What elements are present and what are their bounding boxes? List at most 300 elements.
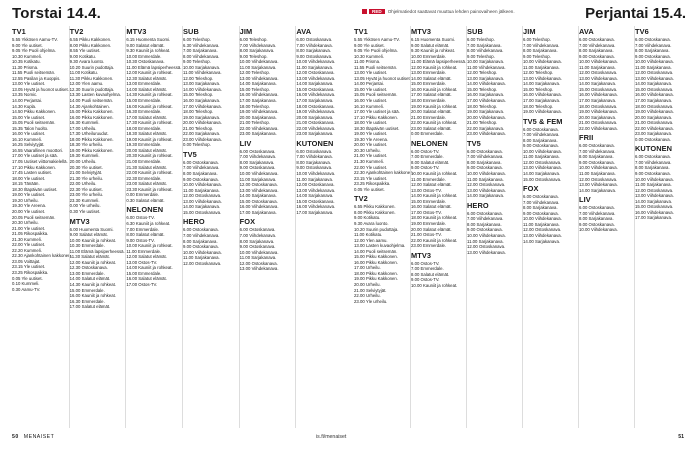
program-line: 17.00 Salatut elämät.: [126, 114, 167, 120]
program-line: 23.15 Yle uutiset.: [12, 264, 46, 270]
program-line: 7.00 Viihdekanava.: [467, 216, 504, 222]
program-line: 8.00 Sarjakanava.: [239, 159, 275, 165]
program-line: 23.30 Kauniit ja rohkeat.: [126, 186, 173, 192]
program-line: 20.00 Sarjakanava.: [296, 114, 334, 120]
program-line: 13.00 Viihdekanava.: [579, 182, 618, 188]
listing-column: [125, 26, 182, 428]
program-line: 10.30 Kummeli.: [12, 53, 42, 59]
program-line: 22.00 Viihdekanava.: [635, 125, 674, 131]
program-line: 12.00 Ostoskanava.: [579, 70, 618, 76]
program-line: 6.00 Ostoskanava.: [296, 37, 333, 42]
program-line: 10.00 Sarjakanava.: [183, 64, 221, 70]
program-line: 8.00 Sarjakanava.: [296, 48, 331, 54]
program-line: 9.00 Ostos-TV.: [411, 165, 440, 171]
program-line: 21.00 Teleshop.: [239, 120, 270, 126]
program-line: 20.30 Urheilu.: [354, 147, 381, 153]
program-line: 13.05 Hyvät ja huonot uutiset.: [354, 75, 411, 81]
program-line: 6.15 Huomenta Suomi.: [126, 37, 171, 42]
program-line: 11.00 Kotikatu.: [69, 70, 99, 76]
program-line: 18.00 Emmerdale.: [126, 125, 162, 131]
program-line: 9.00 Ostoskanava.: [467, 165, 503, 171]
program-line: 15.00 Ostoskanava.: [635, 204, 674, 210]
program-line: 7.00 Viihdekanava.: [467, 154, 504, 160]
program-line: 23.00 Salatut elämät.: [411, 125, 452, 131]
program-line: 8.00 Sarjakanava.: [239, 238, 275, 244]
program-line: 20.00 Urheilu.: [69, 159, 97, 165]
program-line: 11.00 Sarjakanava.: [296, 64, 334, 70]
channel-block: [183, 217, 235, 266]
program-line: 7.00 Viihdekanava.: [579, 42, 616, 48]
program-line: 13.00 Ostos-TV.: [411, 187, 442, 193]
program-line: 21.00 Emmerdale.: [126, 159, 162, 165]
program-line: 7.00 Viihdekanava.: [296, 42, 333, 48]
program-line: 8.00 Sarjakanava.: [183, 238, 218, 244]
channel-name: NELONEN: [411, 138, 448, 148]
program-line: 11.00 Sarjakanava.: [523, 221, 560, 227]
channel-block: [523, 27, 574, 115]
program-line: 10.00 Viihdekanava.: [579, 59, 618, 65]
program-line: 11.00 Sarjakanava.: [239, 64, 277, 70]
program-line: 21.30 Kummeli.: [354, 159, 384, 165]
program-line: 22.00 Viihdekanava.: [579, 125, 618, 131]
program-line: 6.00 Ostos-TV.: [126, 215, 155, 221]
program-line: 20.00 Viihdekanava.: [183, 120, 222, 126]
program-line: 7.00 Viihdekanava.: [579, 210, 616, 216]
channel-block: [69, 216, 125, 310]
channel-name: SUB: [467, 27, 483, 36]
channel-name: AVA: [296, 27, 312, 36]
program-line: 19.00 Sarjakanava.: [467, 109, 505, 115]
program-line: 19.00 Yle uutiset.: [354, 131, 388, 137]
left-page-title: Torstai 14.4.: [12, 5, 102, 22]
program-line: 13.00 Viihdekanava.: [467, 249, 506, 255]
program-line: 6.00 Ostoskanava.: [579, 205, 615, 211]
program-line: 13.05 Hyvät ja huonot uutiset.: [12, 86, 69, 92]
program-line: 12.00 Kauniit ja rohkeat.: [69, 259, 116, 265]
program-line: 15.00 Ostoskanava.: [296, 198, 335, 204]
program-line: 10.00 Viihdekanava.: [183, 249, 222, 255]
program-line: 22.00 Viihdekanava.: [239, 125, 279, 131]
program-line: 6.00 Ostoskanava.: [467, 148, 503, 154]
program-line: 6.30 Kauniit ja rohkeat.: [126, 220, 171, 226]
program-line: 9.00 Ostoskanava.: [467, 227, 503, 233]
channel-block: [296, 139, 348, 216]
program-line: 9.00 Salatut elämät.: [69, 232, 108, 238]
program-line: 8.00 Sarjakanava.: [296, 159, 331, 165]
program-line: 11.00 Viihdekanava.: [183, 70, 222, 76]
channel-block: [579, 195, 630, 233]
program-line: 19.30 Emmerdale.: [126, 142, 162, 148]
program-line: 0.05 Yle uutiset.: [12, 275, 43, 281]
listing-column: [239, 26, 292, 428]
program-line: 6.00 Ostoskanava.: [523, 126, 559, 132]
program-line: 12.55 Pasilan ja Kuoppis.: [12, 75, 61, 81]
channel-name: MTV3: [69, 216, 90, 226]
channel-block: [523, 184, 574, 244]
program-line: 17.00 Sarjakanava.: [296, 98, 334, 104]
channel-block: [70, 27, 122, 215]
program-line: 9.00 Ostoskanava.: [635, 53, 671, 59]
program-line: 16.00 Yle uutiset.: [12, 131, 46, 137]
channel-block: [579, 27, 630, 131]
program-line: 12.00 Ostoskanava.: [635, 187, 674, 193]
program-line: 14.00 Sarjakanava.: [635, 81, 673, 87]
program-line: 21.30 Kummeli.: [12, 236, 42, 242]
channel-name: JIM: [523, 27, 536, 36]
program-line: 19.00 Viihdekanava.: [523, 109, 562, 115]
program-line: 12.00 Ostoskanava.: [296, 70, 335, 76]
program-line: 14.00 Sarjakanava.: [296, 81, 334, 87]
program-line: 19.00 Viihdekanava.: [296, 109, 336, 115]
program-line: 7.00 Viihdekanava.: [183, 232, 220, 238]
program-line: 21.00 Teleshop.: [467, 120, 498, 126]
program-line: 8.00 Sarjakanava.: [239, 48, 275, 54]
program-line: 17.00 Sarjakanava.: [239, 98, 277, 104]
program-line: 12.00 Ylen aamu.: [69, 81, 104, 87]
program-line: 11.00 Elämä lapsiperheessä.: [126, 64, 182, 70]
program-line: 9.00 Ostoskanava.: [239, 165, 276, 171]
program-line: 17.30 Urheiluruudut.: [69, 131, 109, 137]
program-line: 8.00 Sarjakanava.: [467, 221, 502, 227]
program-line: 14.00 Viihdekanava.: [467, 81, 506, 87]
program-line: 12.00 Ostoskanava.: [467, 182, 506, 188]
program-line: 0.05 Yle uutiset.: [354, 186, 385, 192]
program-line: 10.00 Viihdekanava.: [523, 59, 562, 65]
channel-block: [240, 139, 292, 216]
program-line: 8.00 Sarjakanava.: [467, 159, 502, 165]
program-line: 17.00 Sarjakanava.: [296, 209, 334, 215]
program-line: 13.00 Viihdekanava.: [239, 75, 279, 81]
program-line: 7.00 Viihdekanava.: [183, 165, 220, 171]
program-line: 18.00 Pikku Kakkonen.: [354, 270, 398, 276]
program-line: 9.30 Kauniit ja rohkeat.: [126, 48, 171, 54]
program-line: 7.00 Viihdekanava.: [635, 42, 672, 48]
channel-block: [411, 27, 467, 137]
program-line: 16.25 Selviytyjät.: [12, 142, 45, 148]
channel-block: [411, 139, 462, 249]
channel-name: AVA: [579, 27, 594, 36]
program-line: 8.00 Salatut elämät.: [411, 271, 450, 277]
program-line: 11.00 Sarjakanava.: [579, 171, 616, 177]
program-line: 15.00 Emmerdale.: [69, 287, 105, 293]
program-line: 14.00 Puoli seitsemän.: [354, 248, 398, 254]
program-line: 16.00 Salatut elämät.: [411, 204, 452, 210]
channel-name: TV2: [69, 27, 84, 36]
program-line: 8.00 Sarjakanava.: [523, 137, 558, 143]
program-line: 23.00 Emmerdale.: [411, 243, 447, 249]
program-line: 11.30 Prisma.: [12, 64, 39, 70]
program-line: 6.00 Ostoskanava.: [635, 154, 671, 160]
program-line: 6.00 Ostoskanava.: [239, 227, 276, 233]
listing-column: [69, 26, 125, 428]
program-line: 13.00 Viihdekanava.: [239, 187, 279, 193]
program-line: 12.00 Ylen aamu.: [354, 237, 388, 243]
program-line: 11.00 Prisma.: [354, 59, 381, 65]
channel-name: LIV: [239, 138, 252, 148]
program-line: 16.10 Kummeli.: [354, 103, 384, 109]
program-line: 10.20 Suurin pudottaja.: [354, 226, 399, 232]
program-line: 7.00 Viihdekanava.: [296, 154, 333, 160]
program-line: 17.00 Sarjakanava.: [635, 215, 673, 221]
program-line: 9.00 Yle uutiset.: [354, 42, 385, 48]
program-line: 9.05 Yle Puoli ohjelma.: [12, 48, 56, 54]
channel-block: [12, 27, 72, 292]
program-line: 8.00 Sarjakanava.: [579, 216, 614, 222]
program-line: 8.00 Salatut elämät.: [411, 159, 450, 165]
program-line: 18.00 Yle uutiset.: [12, 175, 46, 181]
program-line: 8.00 Salatut elämät.: [126, 232, 165, 238]
program-line: 7.00 Viihdekanava.: [239, 154, 277, 160]
program-line: 12.00 Salatut elämät.: [411, 182, 452, 188]
page-footer: [0, 432, 696, 448]
program-line: 14.00 Salatut elämät.: [411, 75, 452, 81]
program-line: 22.00 Yle uutiset.: [12, 242, 46, 248]
program-line: 20.00 Sarjakanava.: [579, 114, 617, 120]
program-line: 9.00 Yle uutiset.: [12, 42, 43, 48]
program-line: 18.30 Salatut elämät.: [126, 131, 167, 137]
program-line: 17.00 Sarjakanava.: [579, 98, 617, 104]
channel-block: [467, 201, 518, 255]
program-line: 20.00 Salatut elämät.: [411, 226, 452, 232]
program-line: 11.00 Sarjakanava.: [523, 154, 560, 160]
program-line: 12.00 Ostoskanava.: [183, 193, 222, 199]
program-line: 16.00 Viihdekanava.: [579, 92, 618, 98]
program-line: 7.00 Viihdekanava.: [239, 232, 277, 238]
program-line: 5.55 Ykkösen Aamu-TV.: [354, 37, 400, 42]
program-line: 22.30 Yle uutiset.: [69, 186, 103, 192]
program-line: 16.00 Pikku Kakkonen.: [354, 259, 398, 265]
program-line: 8.00 Sarjakanava.: [635, 48, 670, 54]
red-square-icon: [362, 9, 367, 14]
program-line: 8.00 Pikku Kakkonen.: [354, 209, 396, 215]
program-line: 11.00 Emmerdale.: [411, 176, 446, 182]
program-line: 17.00 Sarjakanava.: [635, 98, 673, 104]
notice-bar: [362, 9, 515, 14]
program-line: 6.55 Pikku Kakkonen.: [354, 204, 396, 210]
channel-name: NELONEN: [126, 205, 164, 215]
program-line: 21.05 Rikospaikka.: [12, 231, 49, 237]
program-line: 22.30 Ajankohtainen kakkonen.: [12, 253, 72, 259]
program-line: 12.00 Ostoskanava.: [296, 182, 335, 188]
channel-block: [240, 217, 292, 271]
program-line: 14.00 Sarjakanava.: [467, 193, 505, 199]
channel-name: FOX: [523, 184, 539, 194]
program-line: 16.00 Sarjakanava.: [467, 92, 505, 98]
program-line: 17.00 Yle uutiset ja sää.: [12, 153, 58, 159]
program-line: 12.00 Ostoskanava.: [239, 260, 278, 266]
program-line: 20.30 Yle uutiset.: [69, 164, 103, 170]
program-line: 17.00 Ostos-TV.: [126, 281, 158, 287]
program-line: 15.00 Teleshop.: [183, 92, 214, 98]
listing-columns: [0, 26, 696, 428]
program-line: 6.00 Ostoskanava.: [579, 143, 615, 149]
program-line: 12.00 Ostoskanava.: [239, 182, 278, 188]
channel-name: MTV3: [411, 250, 432, 260]
program-line: 13.00 Viihdekanava.: [296, 75, 336, 81]
program-line: 0.10 Kummeli.: [12, 281, 40, 287]
program-line: 11.00 Elämä lapsiperheessä.: [411, 59, 467, 65]
program-line: 23.00 Sarjakanava.: [296, 131, 334, 137]
program-line: 13.00 Viihdekanava.: [579, 75, 618, 81]
program-line: 23.00 Yle urheilu.: [69, 192, 104, 198]
program-line: 8.00 Sarjakanava.: [635, 165, 670, 171]
program-line: 18.30 Iltapäivän uutiset.: [354, 125, 400, 131]
program-line: 10.00 Viihdekanava.: [239, 59, 279, 65]
site-url: is.fi/menaiset: [316, 434, 347, 440]
program-line: 13.00 Viihdekanava.: [239, 266, 279, 272]
channel-name: MTV3: [126, 27, 147, 36]
program-line: 21.00 Ostoskanava.: [635, 120, 674, 126]
program-line: 17.10 Pikku Kakkonen.: [12, 164, 56, 170]
program-line: 11.00 Sarjakanava.: [635, 182, 672, 188]
program-line: 23.25 Rikospaikka.: [12, 269, 49, 275]
channel-block: [354, 194, 406, 304]
footer-left: [12, 434, 54, 440]
program-line: 16.30 Emmerdale.: [126, 109, 162, 115]
program-line: 13.00 Viihdekanava.: [183, 198, 222, 204]
program-line: 21.00 Teleshop.: [183, 125, 214, 131]
program-line: 22.00 Viihdekanava.: [296, 125, 336, 131]
program-line: 20.00 Viihdekanava.: [467, 114, 506, 120]
program-line: 13.00 Viihdekanava.: [635, 75, 674, 81]
program-line: 22.00 Kauniit ja rohkeat.: [126, 170, 173, 176]
program-line: 13.35 Nomic.: [12, 92, 38, 98]
program-line: 21.30 Salatut elämät.: [126, 164, 167, 170]
program-line: 7.00 Sarjakanava.: [467, 42, 502, 48]
program-line: 11.00 Kotikatu.: [354, 232, 383, 238]
program-line: 21.00 Ostoskanava.: [296, 120, 335, 126]
program-line: 20.00 Yle uutiset.: [12, 208, 46, 214]
program-line: 10.00 Viihdekanava.: [183, 182, 222, 188]
program-line: 17.05 Uutiset viittomakielellä.: [12, 159, 68, 165]
program-line: 17.00 Sarjakanava.: [239, 209, 277, 215]
program-line: 15.00 Emmerdale.: [411, 198, 447, 204]
program-line: 0.00 Yle urheilu.: [69, 203, 101, 209]
program-line: 16.00 Kauniit ja rohkeat.: [411, 86, 458, 92]
program-line: 16.30 Emmerdale.: [69, 298, 105, 304]
program-line: 6.00 Teleshop.: [239, 37, 268, 42]
program-line: 23.00 Viihdekanava.: [183, 136, 222, 142]
program-line: 10.30 Emmerdale.: [69, 243, 105, 249]
program-line: 9.00 Teleshop.: [523, 53, 551, 59]
program-line: 15.00 Ostoskanava.: [523, 176, 562, 182]
program-line: 20.00 Sarjakanava.: [239, 114, 277, 120]
program-line: 16.00 Yle uutiset.: [354, 98, 388, 104]
program-line: 16.00 Viihdekanava.: [296, 204, 336, 210]
program-line: 5.55 Ykkösen Aamu-TV.: [12, 37, 58, 42]
program-line: 11.00 Sarjakanava.: [579, 64, 616, 70]
program-line: 10.00 Viihdekanava.: [239, 171, 279, 177]
program-line: 11.00 Sarjakanava.: [239, 255, 277, 261]
program-line: 6.00 Teleshop.: [523, 37, 551, 42]
listing-column: [12, 26, 72, 428]
program-line: 22.00 Kauniit ja rohkeat.: [411, 237, 458, 243]
program-line: 10.00 Viihdekanava.: [523, 216, 562, 222]
program-line: 13.00 Viihdekanava.: [523, 165, 562, 171]
program-line: 15.00 Teleshop.: [467, 86, 498, 92]
program-line: 6.00 Ostoskanava.: [239, 148, 276, 154]
page-number-right: 51: [678, 434, 684, 440]
program-line: 7.00 Viihdekanava.: [635, 159, 672, 165]
program-line: 13.00 Sarjakanava.: [467, 75, 505, 81]
program-line: 23.30 Kummeli.: [69, 197, 100, 203]
program-line: 19.30 Yle Areena.: [354, 136, 389, 142]
program-line: 19.00 Pikku Kakkonen.: [354, 276, 398, 282]
program-line: 23.00 Yle urheilu.: [354, 298, 388, 304]
channel-name: LIV: [579, 195, 591, 205]
program-line: 19.00 Kauniit ja rohkeat.: [411, 103, 458, 109]
program-line: 13.00 Viihdekanava.: [523, 232, 562, 238]
program-line: 10.30 Ostoskanava.: [126, 59, 165, 65]
program-line: 13.00 Yle uutiset.: [12, 81, 46, 87]
program-line: 15.05 Puoli seitsemän.: [12, 120, 56, 126]
program-line: 6.00 Ostoskanava.: [523, 194, 559, 200]
channel-block: [411, 251, 462, 289]
program-line: 15.00 Ostoskanava.: [635, 86, 674, 92]
program-line: 16.00 Viihdekanava.: [635, 92, 674, 98]
program-line: 11.30 Pikku Kakkonen.: [69, 75, 114, 81]
program-line: 16.00 Viihdekanava.: [239, 92, 279, 98]
listing-column: [466, 26, 518, 428]
program-line: 15.00 Ostoskanava.: [296, 86, 335, 92]
program-line: 18.00 Ostoskanava.: [296, 103, 335, 109]
program-line: 14.00 Kauniit ja rohkeat.: [126, 265, 173, 271]
program-line: 6.15 Huomenta Suomi.: [411, 37, 455, 42]
program-line: 15.00 Teleshop.: [239, 86, 270, 92]
program-line: 15.00 Emmerdale.: [126, 98, 162, 104]
channel-name: TV5: [467, 138, 481, 148]
program-line: 20.00 Salatut elämät.: [126, 147, 167, 153]
program-line: 12.00 Ostoskanava.: [183, 260, 222, 266]
program-line: 22.00 Kauniit ja rohkeat.: [411, 120, 458, 126]
program-line: 23.00 Sarjakanava.: [635, 131, 673, 137]
program-line: 21.00 Yle uutiset.: [354, 153, 388, 159]
program-line: 9.00 Ostoskanava.: [635, 171, 671, 177]
program-line: 18.00 Teleshop.: [523, 103, 554, 109]
program-line: 11.00 Emmerdale.: [126, 248, 162, 254]
program-line: 17.00 Urheilu.: [69, 125, 97, 131]
program-line: 6.00 Ostoskanava.: [579, 37, 615, 42]
program-line: 14.30 Kupla.: [12, 103, 37, 109]
program-line: 13.00 Emmerdale.: [69, 270, 105, 276]
program-line: 21.00 Ostos-TV.: [411, 232, 442, 238]
program-line: 0.00 Ostoskanava.: [635, 136, 671, 142]
program-line: 7.00 Emmerdale.: [411, 266, 444, 272]
program-line: 12.30 Ostoskanava.: [69, 265, 108, 271]
program-line: 9.00 Ostoskanava.: [523, 143, 559, 149]
program-line: 22.00 Urheilu.: [69, 181, 97, 187]
program-line: 17.00 Salatut elämät.: [411, 92, 452, 98]
program-line: 7.00 Sarjakanava.: [183, 48, 218, 54]
program-line: 16.00 Viihdekanava.: [296, 92, 336, 98]
program-line: 18.00 Teleshop.: [467, 103, 498, 109]
page-header: [0, 0, 696, 28]
program-line: 8.00 Sarjakanava.: [183, 171, 218, 177]
program-line: 9.30 Avara luonto.: [69, 59, 105, 65]
program-line: 6.00 Huomenta Suomi.: [69, 226, 114, 232]
program-line: 9.00 Ostoskanava.: [296, 53, 333, 59]
program-line: 19.00 Sarjakanava.: [183, 114, 221, 120]
program-line: 16.00 Viihdekanava.: [523, 92, 562, 98]
program-line: 9.00 Ostoskanava.: [579, 53, 615, 59]
program-line: 19.00 Viihdekanava.: [635, 109, 674, 115]
channel-name: TV1: [354, 27, 368, 36]
program-line: 9.30 Kauniit ja rohkeat.: [411, 48, 455, 54]
program-line: 14.00 Sarjakanava.: [183, 204, 221, 210]
program-line: 21.00 Yle uutiset.: [12, 225, 46, 231]
program-line: 8.00 Pikku Kakkonen.: [69, 42, 112, 48]
program-line: 12.30 Salatut elämät.: [126, 75, 167, 81]
